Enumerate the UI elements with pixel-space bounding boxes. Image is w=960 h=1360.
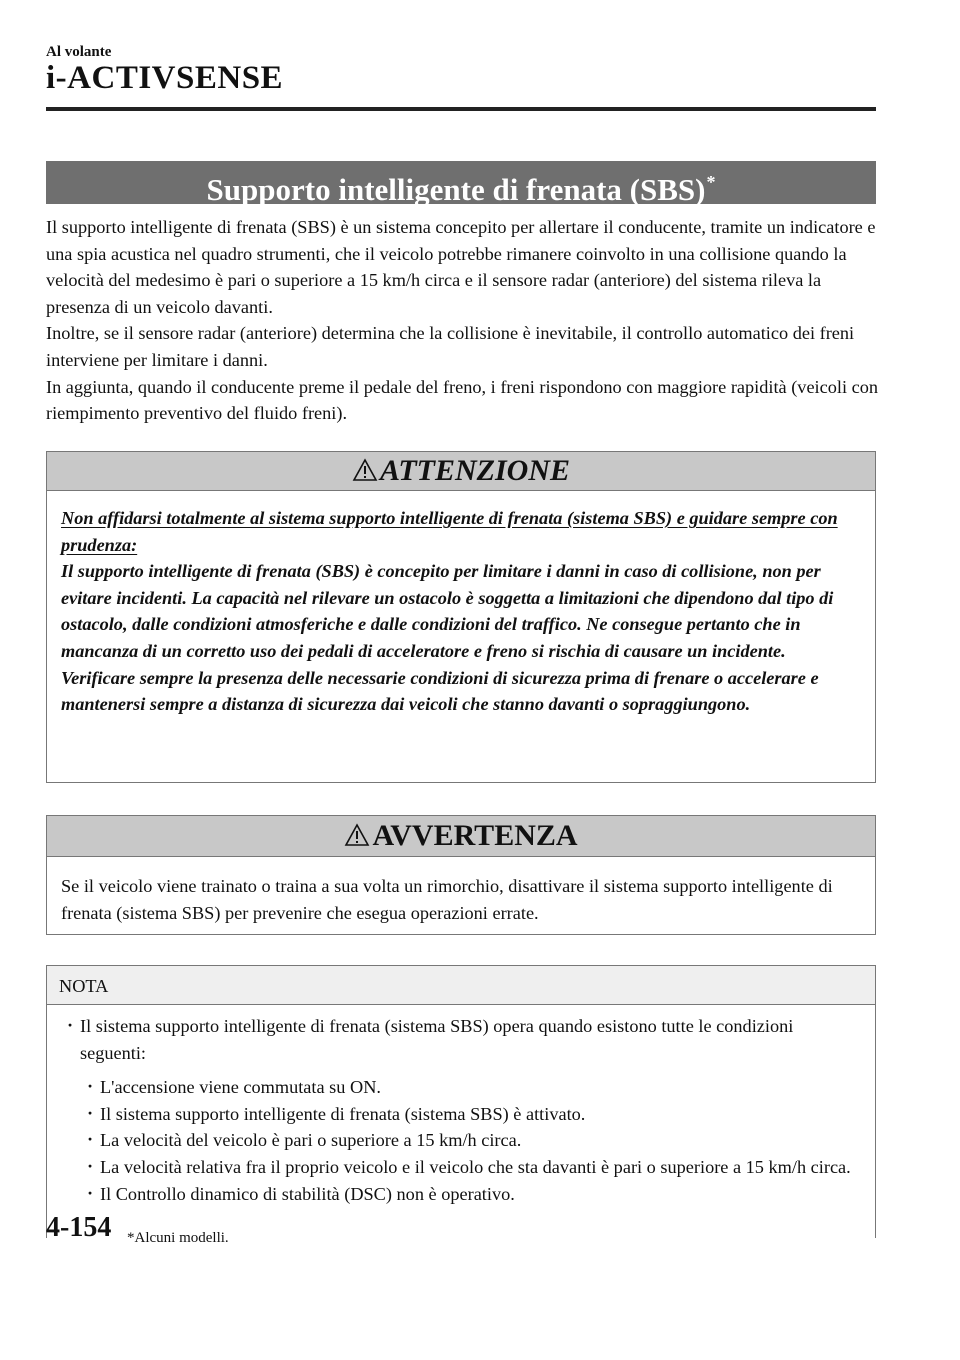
attention-title-bar — [47, 452, 875, 491]
footnote-asterisk: * — [706, 172, 716, 192]
page-number: 4-154 — [46, 1212, 112, 1243]
intro-paragraph: In aggiunta, quando il conducente preme il pedale del freno, i freni rispondono con maggiore rapidità (veicoli con riempimento preventivo del fluido freni). — [46, 376, 879, 424]
avvertenza-text: Se il veicolo viene trainato o traina a sua volta un rimorchio, disattivare il sistema supporto intelligente di frenata (sistema SBS) per prevenire che esegua operazioni errate. — [61, 876, 833, 923]
nota-conditions-list — [81, 1074, 861, 1207]
page-heading: i-ACTIVSENSE — [46, 60, 284, 96]
attention-text: Il supporto intelligente di frenata (SBS) è concepito per limitare i danni in caso di collisione, non per evitare incidenti. La capacità nel rilevare un ostacolo è soggetta a limitazioni che dipendono dal tipo di ostacolo, dalle condizioni atmosferiche e dalle condizioni del traffico. Ne consegue pertanto che in mancanza di un corretto uso dei pedali di acceleratore e freno si rischia di causare un incidente. Verificare sempre la presenza delle necessarie condizioni di sicurezza prima di frenare o accelerare e mantenersi sempre a distanza di sicurezza dai veicoli che stanno davanti o sopraggiungono. — [61, 561, 834, 715]
section-title-band — [46, 161, 876, 207]
avvertenza-box — [46, 815, 876, 935]
nota-title: NOTA — [47, 966, 875, 1005]
header-divider — [46, 107, 876, 111]
intro-paragraph: Inoltre, se il sensore radar (anteriore) determina che la collisione è inevitabile, il controllo automatico dei freni interviene per limitare i danni. — [46, 323, 855, 370]
nota-main-item: · Il sistema supporto intelligente di frenata (sistema SBS) opera quando esistono tutte le condizioni seguenti: — [61, 1013, 861, 1066]
list-item: · Il sistema supporto intelligente di frenata (sistema SBS) è attivato. — [81, 1101, 861, 1128]
warning-triangle-icon — [352, 454, 378, 492]
warning-triangle-icon — [344, 818, 370, 858]
attention-title: ATTENZIONE — [379, 454, 571, 487]
chapter-label: Al volante — [46, 44, 112, 60]
attention-box — [46, 451, 876, 783]
list-item: · La velocità del veicolo è pari o superiore a 15 km/h circa. — [81, 1127, 861, 1154]
section-title: Supporto intelligente di frenata (SBS) — [206, 172, 706, 207]
list-item: · Il Controllo dinamico di stabilità (DSC) non è operativo. — [81, 1181, 861, 1208]
intro-paragraph: Il supporto intelligente di frenata (SBS) è un sistema concepito per allertare il conducente, tramite un indicatore e una spia acustica nel quadro strumenti, che il veicolo potrebbe rimanere coinvolto in una collisione quando la velocità del medesimo è pari o superiore a 15 km/h circa e il sensore radar (anteriore) del sistema rileva la presenza di un veicolo davanti. — [46, 217, 876, 317]
avvertenza-title-bar — [47, 816, 875, 857]
intro-text — [46, 214, 886, 427]
avvertenza-title: AVVERTENZA — [372, 819, 578, 852]
list-item: · La velocità relativa fra il proprio veicolo e il veicolo che sta davanti è pari o superiore a 15 km/h circa. — [81, 1154, 861, 1181]
attention-heading: Non affidarsi totalmente al sistema supporto intelligente di frenata (sistema SBS) e guidare sempre con prudenza: — [61, 508, 838, 555]
list-item: · L'accensione viene commutata su ON. — [81, 1074, 861, 1101]
footnote: *Alcuni modelli. — [127, 1230, 229, 1246]
nota-box — [46, 965, 876, 1238]
